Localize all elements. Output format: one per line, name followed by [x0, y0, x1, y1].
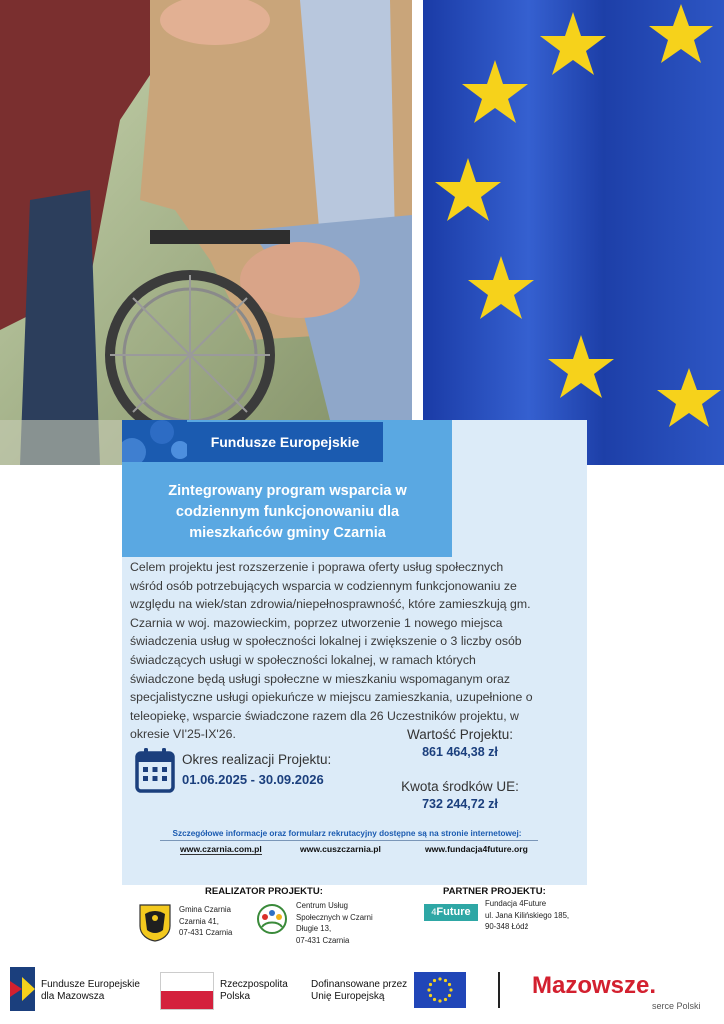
description-line: specjalistyczne usługi opiekuńcze w miejscu zamieszkania, uzupełnione o [130, 690, 533, 705]
period-label: Okres realizacji Projektu: [182, 752, 332, 767]
project-title [140, 481, 435, 544]
period-value: 01.06.2025 - 30.09.2026 [182, 772, 324, 787]
info-text: Szczegółowe informacje oraz formularz rekrutacyjny dostępne są na stronie internetowej: [172, 829, 522, 838]
realizator-org2 [296, 900, 373, 946]
polish-flag-icon [160, 972, 214, 1010]
4future-logo-text: Future [436, 906, 471, 918]
description-line: Czarnia w woj. mazowieckim, poprzez utworzenie 1 nowego miejsca [130, 615, 503, 630]
stars-decoration [122, 420, 187, 462]
eu-flag-image [423, 0, 724, 465]
eu-funds-label: Kwota środków UE: [401, 779, 519, 794]
description-line: okresie VI'25-IX'26. [130, 727, 236, 742]
org-line: 90-348 Łódź [485, 922, 529, 931]
project-description [130, 558, 578, 744]
description-line: świadczone będą usługi społeczne w mieszkaniu wspomaganym oraz [130, 671, 511, 686]
eu-flag-small-icon [414, 972, 466, 1008]
org-line: 07-431 Czarnia [179, 928, 233, 937]
gmina-crest-icon [139, 904, 171, 942]
org-line: Gmina Czarnia [179, 905, 231, 914]
org-line: Długie 13, [296, 924, 332, 933]
mazowsze-logo: Mazowsze. [532, 972, 657, 999]
org-line: Czarnia 41, [179, 916, 219, 926]
project-value-amount: 861 464,38 zł [422, 745, 498, 759]
fe-logo-text [41, 979, 140, 1003]
description-line: teleopiekę, wsparcie świadczone razem dla 26 Uczestników projektu, w [130, 708, 519, 723]
footer-divider [498, 972, 500, 1008]
link-czarnia[interactable]: www.czarnia.com.pl [180, 844, 262, 854]
realizator-title: REALIZATOR PROJEKTU: [205, 886, 323, 897]
title-line: mieszkańców gminy Czarnia [189, 525, 386, 541]
title-line: codziennym funkcjonowaniu dla [175, 504, 400, 520]
org-line: Społecznych w Czarni [296, 912, 373, 922]
partner-title: PARTNER PROJEKTU: [443, 886, 546, 897]
project-value-label: Wartość Projektu: [406, 727, 514, 742]
partner-org [485, 898, 569, 933]
mazowsze-tagline: serce Polski [652, 1001, 701, 1011]
org-line: Centrum Usług [296, 901, 348, 910]
footer-line: Dofinansowane przez [311, 979, 408, 990]
footer-line: dla Mazowsza [41, 991, 105, 1002]
description-line: świadczenia usług w społeczności lokalnej i zwiększenie o 3 liczby osób [130, 634, 522, 649]
divider [160, 840, 538, 841]
eu-funding-text [311, 979, 407, 1003]
title-line: Zintegrowany program wsparcia w [168, 483, 407, 499]
realizator-org1 [179, 904, 232, 939]
link-underline [180, 854, 262, 855]
footer-line: Rzeczpospolita [220, 979, 288, 990]
description-line: wśród osób potrzebujących wsparcia w codziennym funkcjonowaniu ze [130, 578, 517, 593]
eu-funds-amount: 732 244,72 zł [422, 797, 498, 811]
4future-logo [424, 904, 478, 921]
cus-logo-icon [254, 901, 290, 941]
org-line: ul. Jana Kilińskiego 185, [485, 910, 570, 920]
org-line: 07-431 Czarnia [296, 935, 350, 945]
hero-photo [0, 0, 412, 465]
4future-logo-digit: 4 [431, 907, 437, 917]
description-line: względu na wiek/stan zdrowia/niepełnosprawność, które zamieszkują gm. [130, 597, 531, 612]
rp-text [220, 979, 288, 1003]
footer-line: Fundusze Europejskie [41, 979, 140, 990]
calendar-icon [135, 747, 175, 793]
fe-logo-icon [10, 967, 35, 1011]
description-line: świadczących usługi w społeczności lokalnej, w ramach których [130, 652, 476, 667]
header-tag: Fundusze Europejskie [187, 422, 383, 462]
org-line: Fundacja 4Future [485, 899, 547, 908]
link-fundacja4future[interactable]: www.fundacja4future.org [425, 844, 528, 854]
description-line: Celem projektu jest rozszerzenie i poprawa oferty usług społecznych [130, 560, 504, 574]
footer-line: Polska [220, 991, 251, 1002]
footer-line: Unię Europejską [311, 991, 385, 1002]
link-cuszczarnia[interactable]: www.cuszczarnia.pl [300, 844, 381, 854]
